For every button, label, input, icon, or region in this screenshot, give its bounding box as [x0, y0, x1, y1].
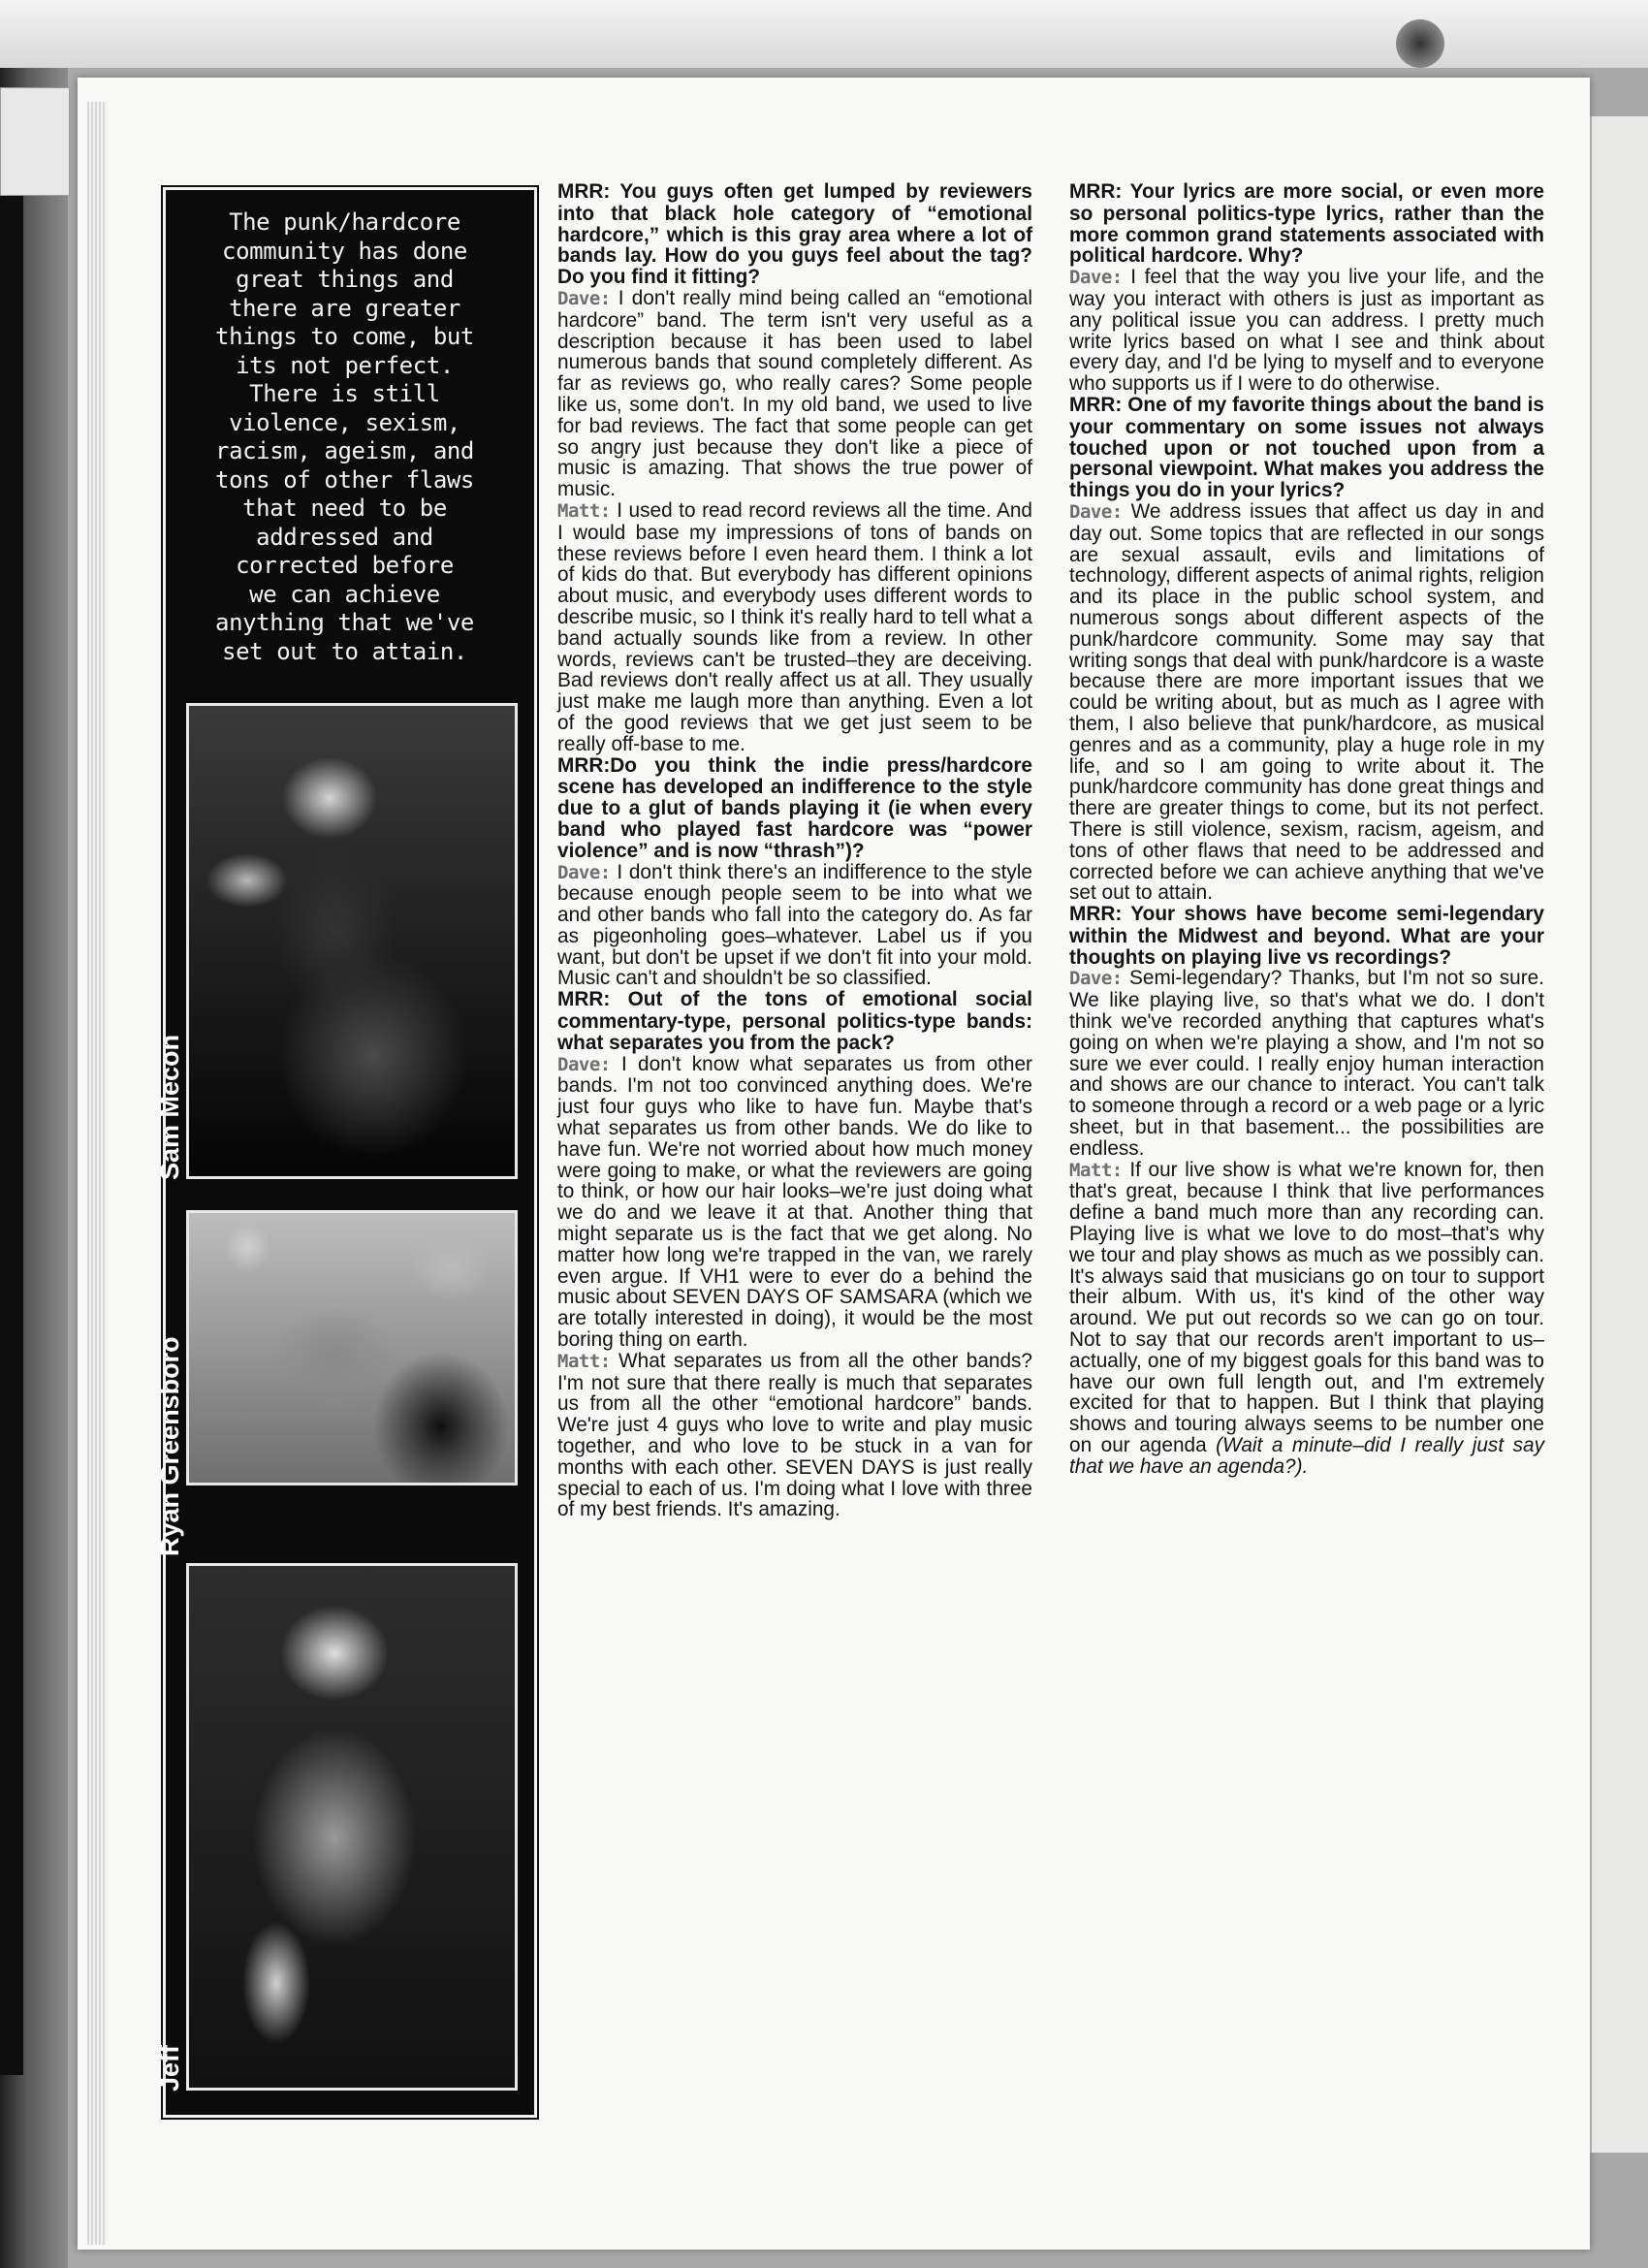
page-stack-edge	[87, 102, 107, 2245]
paragraph	[557, 862, 1032, 990]
paragraph	[1069, 968, 1544, 1159]
speaker-label: Matt:	[557, 1350, 611, 1372]
interview-column-right	[1069, 181, 1544, 1478]
paragraph	[1069, 904, 1544, 968]
scanner-edge-dark	[0, 136, 23, 2075]
paragraph	[557, 500, 1032, 755]
answer-text: I don't really mind being called an “emotional hardcore” band. The term isn't very useful as a description because it has been used to label numerous bands that sound completely different. As far as reviews go, who really cares? Some people like us, some don't. In my old band, we used to live for bad reviews. The fact that some people can get so angry just because they don't like a piece of music is amazing. That shows the true power of music.	[557, 286, 1032, 501]
photo-scene	[189, 1213, 515, 1483]
speaker-label: Dave:	[1069, 500, 1123, 523]
speaker-label: Dave:	[1069, 267, 1123, 289]
paragraph	[557, 288, 1032, 500]
aside-text: (Wait a minute–did I really just say that we have an agenda?).	[1069, 1434, 1544, 1478]
answer-text: If our live show is what we're known for, then that's great, because I think that live performances define a band much more than any recording can. Playing live is what we love to do most–that's why we tour and play shows as much as we possibly can. It's always said that musicians go on tour to support their album. With us, it's kind of the other way around. We put out records so we can go on tour. Not to say that our records aren't important to us–actually, one of my biggest goals for this band was to have our own full length out, and I'm extremely excited for that to happen. But I think that playing shows and touring always seems to be number one on our agenda	[1069, 1158, 1544, 1457]
question-text: MRR: Your lyrics are more social, or even more so personal politics-type lyrics, rather than the more common grand statements associated with political hardcore. Why?	[1069, 180, 1544, 268]
speaker-label: Dave:	[557, 287, 611, 309]
paragraph	[557, 1351, 1032, 1520]
answer-text: I feel that the way you live your life, and the way you interact with others is just as important as any political issue you can address. I pretty much write lyrics based on what I see and think about every day, and I'd be lying to myself and to everyone who supports us if I were to do otherwise.	[1069, 266, 1544, 396]
speaker-label: Dave:	[557, 1053, 611, 1075]
photo-jeff	[186, 1563, 518, 2091]
paragraph	[1069, 501, 1544, 904]
photo-credit: Jeff	[155, 2044, 184, 2092]
interview-column-left	[557, 181, 1032, 1520]
photo-ryan-greensboro	[186, 1210, 518, 1485]
pull-quote: The punk/hardcore community has done great things and there are greater things to come, but its not perfect. There is still violence, sexism, racism, ageism, and tons of other flaws that need to be addressed and corrected before we can achieve anything that we've set out to attain.	[215, 208, 474, 665]
paragraph	[1069, 267, 1544, 395]
paragraph	[557, 989, 1032, 1053]
speaker-label: Dave:	[557, 861, 611, 883]
paragraph	[557, 1054, 1032, 1351]
paragraph	[557, 181, 1032, 288]
answer-text: I used to read record reviews all the time. And I would base my impressions of tons of bands on these reviews before I even heard them. I think a lot of kids do that. But everybody has different opinions about music, and everybody uses different words to describe music, so I think it's really hard to tell what a band actually sounds like from a review. In other words, reviews can't be trusted–they are deceiving. Bad reviews don't really affect us at all. They usually just make me laugh more than anything. Even a lot of the good reviews that we get just seem to be really off-base to me.	[557, 498, 1032, 755]
question-text: MRR: Out of the tons of emotional social commentary-type, personal politics-type bands: what separates you from the pack?	[557, 988, 1032, 1054]
photo-credit: Sam Mecon	[155, 1034, 184, 1180]
speaker-label: Matt:	[557, 499, 611, 522]
photo-scene	[189, 706, 515, 1176]
facing-page-edge	[1590, 116, 1648, 2153]
paragraph	[1069, 1160, 1544, 1478]
question-text: MRR:Do you think the indie press/hardcore scene has developed an indifference to the style due to a glut of bands playing it (ie when every band who played fast hardcore was “power violence” and is now “thrash”)?	[557, 753, 1032, 862]
answer-text: Semi-legendary? Thanks, but I'm not so sure. We like playing live, so that's what we do. I don't think we've recorded anything that captures what's going on when we're playing a show, and I'm not so sure we ever could. I really enjoy human interaction and shows are our chance to interact. You can't talk to someone through a record or a web page or a lyric sheet, but in that basement... the possibilities are endless.	[1069, 967, 1544, 1160]
answer-text: What separates us from all the other bands? I'm not sure that there really is much that separates us from all the other “emotional hardcore” bands. We're just 4 guys who love to write and play music together, and who love to be stuck in a van for months with each other. SEVEN DAYS is just really special to each of us. I'm doing what I love with three of my best friends. It's amazing.	[557, 1349, 1032, 1521]
question-text: MRR: You guys often get lumped by reviewers into that black hole category of “emotional hardcore,” which is this gray area where a lot of bands lay. How do you guys feel about the tag? Do you find it fitting?	[557, 180, 1032, 289]
paragraph	[1069, 395, 1544, 501]
photo-credit: Ryan Greensboro	[155, 1336, 184, 1556]
answer-text: I don't know what separates us from other bands. I'm not too convinced anything does. We're just four guys who like to have fun. Maybe that's what separates us from other bands. We do like to have fun. We're not worried about how much money were going to make, or what the reviewers are going to think, or how our hair looks–we're just doing what we do and we leave it at that. Another thing that might separate us is the fact that we get along. No matter how long we're trapped in the van, we rarely even argue. If VH1 were to ever do a behind the music about SEVEN DAYS OF SAMSARA (which we are totally interested in doing), it would be the most boring thing on earth.	[557, 1052, 1032, 1352]
photo-sam-mecon	[186, 703, 518, 1179]
question-text: MRR: One of my favorite things about the band is your commentary on some issues not always touched upon or not touched upon from a personal viewpoint. What makes you address the things you do in your lyrics?	[1069, 393, 1544, 502]
paragraph	[1069, 181, 1544, 267]
scanner-hinge	[1396, 19, 1444, 68]
speaker-label: Dave:	[1069, 968, 1123, 990]
paragraph	[557, 755, 1032, 862]
question-text: MRR: Your shows have become semi-legendary within the Midwest and beyond. What are your thoughts on playing live vs recordings?	[1069, 903, 1544, 969]
answer-text: We address issues that affect us day in and day out. Some topics that are reflected in our songs are sexual assault, evils and limitations of technology, different aspects of animal rights, religion and its place in the public school system, and numerous songs about different aspects of the punk/hardcore community. Some may say that writing songs that deal with punk/hardcore is a waste because there are more important issues that we could be writing about, but as much as I agree with them, I also believe that punk/hardcore, as musical genres and as a community, play a huge role in my life, and so I am going to write about it. The punk/hardcore community has done great things and there are greater things to come, but its not perfect. There is still violence, sexism, racism, ageism, and tons of other flaws that need to be addressed and corrected before we can achieve anything that we've set out to attain.	[1069, 499, 1544, 905]
photo-scene	[189, 1566, 515, 2088]
speaker-label: Matt:	[1069, 1159, 1123, 1181]
answer-text: I don't think there's an indifference to the style because enough people seem to be into what we and other bands who fall into the category do. As far as pigeonholing goes–whatever. Label us if you want, but don't be upset if we don't fit into your mold. Music can't and shouldn't be so classified.	[557, 860, 1032, 990]
scanner-tab	[0, 87, 70, 196]
